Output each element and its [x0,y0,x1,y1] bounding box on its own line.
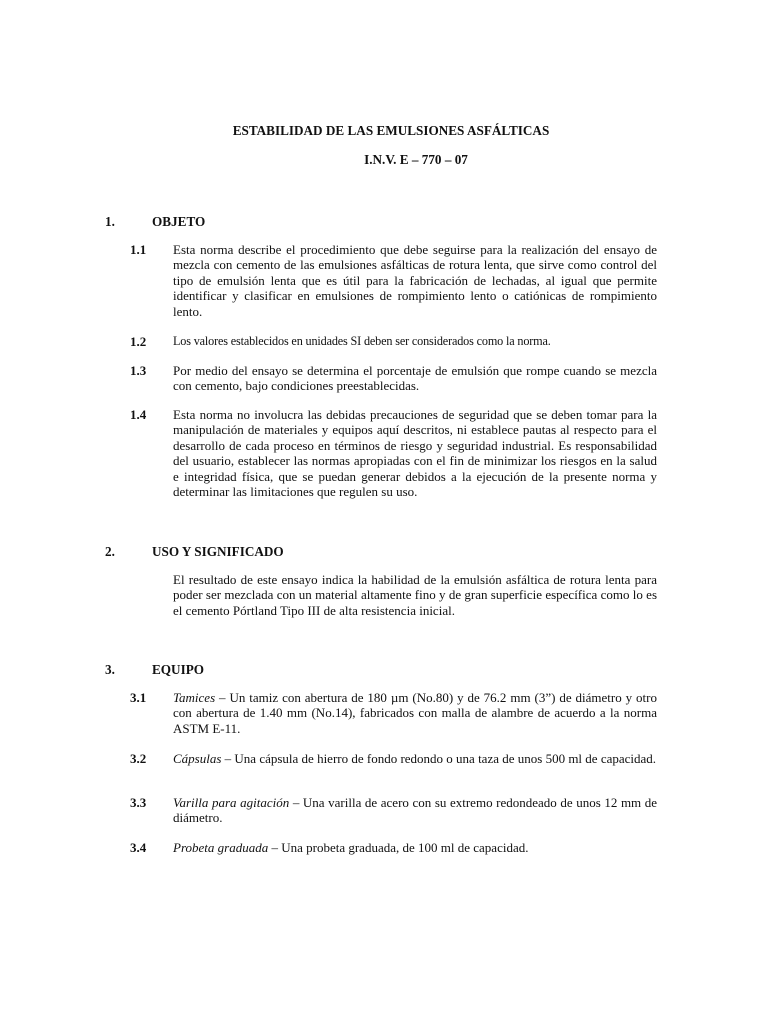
item-number: 1.1 [130,242,147,257]
item-description: – Una cápsula de hierro de fondo redondo o una taza de unos 500 ml de capacidad. [221,751,657,766]
section-number: 3. [105,662,115,677]
section-number: 1. [105,214,115,229]
item-text: Por medio del ensayo se determina el porcentaje de emulsión que rompe cuando se mezcla con cemento, bajo condiciones preestablecidas. [173,363,657,394]
section-heading-uso [105,544,284,560]
item-number: 3.1 [130,690,147,705]
section-title: USO Y SIGNIFICADO [152,544,284,559]
item-description: – Un tamiz con abertura de 180 µm (No.80) y de 76.2 mm (3”) de diámetro y otro con abertura de 1.40 mm (No.14), fabricados con malla de alambre de acuerdo a la norma ASTM E-11. [173,690,657,736]
item-term: Probeta graduada [173,840,269,855]
item-text: Los valores establecidos en unidades SI deben ser considerados como la norma. [173,334,551,348]
item-term: Cápsulas [173,751,222,766]
section-heading-equipo [105,662,204,678]
item-number: 3.3 [130,795,147,810]
item-number: 3.4 [130,840,147,855]
item-description: – Una probeta graduada, de 100 ml de capacidad. [268,840,529,855]
item-text [173,795,657,826]
document-code: I.N.V. E – 770 – 07 [364,152,468,167]
item-text [173,690,657,736]
item-text: Esta norma describe el procedimiento que debe seguirse para la realización del ensayo de mezcla con cemento de las emulsiones asfálticas de rotura lenta, que sirve como control del tipo de emulsión lenta que es útil para la fabricación de lechadas, al igual que permite identificar y clasificar en emulsiones de rompimiento lento o catiónicas de rompimiento lento. [173,242,657,319]
item-number: 1.4 [130,407,147,422]
item-description: – Una varilla de acero con su extremo redondeado de unos 12 mm de diámetro. [173,795,658,826]
item-text: Esta norma no involucra las debidas precauciones de seguridad que se deben tomar para la manipulación de materiales y equipos aquí descritos, ni establece pautas al respecto para el desarrollo de cada proceso en términos de riesgo y seguridad industrial. Es responsabilidad del usuario, establecer las normas apropiadas con el fin de minimizar los riesgos en la salud e integridad física, que se puedan generar debidos a la ejecución de la presente norma y determinar las limitaciones que regulen su uso. [173,407,657,500]
section-heading-objeto [105,214,205,230]
item-text [173,840,657,855]
section-title: OBJETO [152,214,206,229]
section-title: EQUIPO [152,662,205,677]
section-number: 2. [105,544,115,559]
item-number: 3.2 [130,751,147,766]
item-text [173,751,657,766]
item-term: Tamices [173,690,216,705]
item-term: Varilla para agitación [173,795,290,810]
section-paragraph: El resultado de este ensayo indica la habilidad de la emulsión asfáltica de rotura lenta para poder ser mezclada con un material altamente fino y de gran superficie específica como lo es el cemento Pórtland Tipo III de alta resistencia inicial. [173,572,657,618]
item-number: 1.2 [130,334,147,349]
document-title: ESTABILIDAD DE LAS EMULSIONES ASFÁLTICAS [232,123,550,138]
item-number: 1.3 [130,363,147,378]
